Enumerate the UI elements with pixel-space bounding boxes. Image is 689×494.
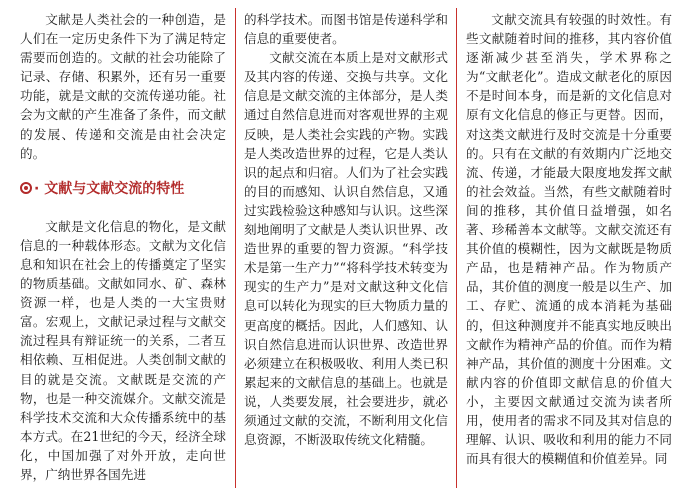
- bullseye-icon: [20, 182, 32, 194]
- text-column-1: [20, 10, 226, 484]
- continuation-paragraph: 的科学技术。而图书馆是传递科学和信息的重要使者。: [244, 12, 448, 47]
- intro-paragraph: 文献是人类社会的一种创造，是人们在一定历史条件下为了满足特定需要而创造的。文献的社会功能除了记录、存储、积累外，还有另一重要功能，就是文献的交流传递功能。社会为文献的产生准备了条件，而文献的发展、传递和交流是由社会决定的。: [20, 12, 226, 161]
- section-paragraph: 文献是文化信息的物化，是文献信息的一种载体形态。文献为文化信息和知识在社会上的传播奠定了坚实的物质基础。文献如同水、矿、森林资源一样，也是人类的一大宝贵财富。宏观上，文献记录过程与文献交流过程具有辩证统一的关系，二者互相依赖、互相促进。人类创制文献的目的就是交流。文献既是交流的产物，也是一种交流媒介。文献交流是科学技术交流和大众传播系统中的基本方式。在21世纪的今天，经济全球化，中国加强了对外开放，走向世界，广纳世界各国先进: [20, 218, 226, 482]
- body-paragraph: 文献交流具有较强的时效性。有些文献随着时间的推移，其内容价值逐渐减少甚至消失，学术界称之为“文献老化”。造成文献老化的原因不是时间本身，而是新的文化信息对原有文化信息的修正与更替。因而，对这类文献进行及时交流是十分重要的。只有在文献的有效期内广泛地交流、传递，才能最大限度地发挥文献的社会效益。当然，有些文献随着时间的推移，其价值日益增强，如名著、珍稀善本文献等。文献交流还有其价值的模糊性，因为文献既是物质产品，也是精神产品。作为物质产品，其价值的测度一般是以生产、加工、存贮、流通的成本消耗为基础的，但这种测度并不能真实地反映出文献作为精神产品的价值。而作为精神产品，其价值的测度十分困难。文献内容的价值即文献信息的价值大小，主要因文献通过交流为读者所用，使用者的需求不同及其对信息的理解、认识、吸收和利用的能力不同而具有很大的模糊值和价值差异。同: [466, 12, 672, 467]
- text-column-2: [244, 10, 448, 449]
- text-column-3: [466, 10, 672, 468]
- section-heading-dot: ·: [34, 180, 40, 197]
- section-heading: [20, 179, 226, 199]
- body-paragraph: 文献交流在本质上是对文献形式及其内容的传递、交换与共享。文化信息是文献交流的主体部分，是人类通过自然信息进而对客观世界的主观反映，是人类社会实践的产物。实践是人类改造世界的过程，它是人类认识的起点和归宿。人们为了社会实践的目的而感知、认识自然信息，又通过实践检验这种感知与认识。这些深刻地阐明了文献是人类认识世界、改造世界的重要的智力资源。“科学技术是第一生产力”“将科学技术转变为现实的生产力”是对文献这种文化信息可以转化为现实的巨大物质力量的更高度的概括。因此，人们感知、认识自然信息进而认识世界、改造世界必须建立在积极吸收、利用人类已积累起来的文献信息的基础上。也就是说，人类要发展，社会要进步，就必须通过文献的交流，不断利用文化信息资源，不断汲取传统文化精髓。: [244, 50, 448, 448]
- column-divider: [235, 8, 236, 488]
- section-heading-text: 文献与文献交流的特性: [44, 180, 185, 197]
- column-divider: [456, 8, 457, 488]
